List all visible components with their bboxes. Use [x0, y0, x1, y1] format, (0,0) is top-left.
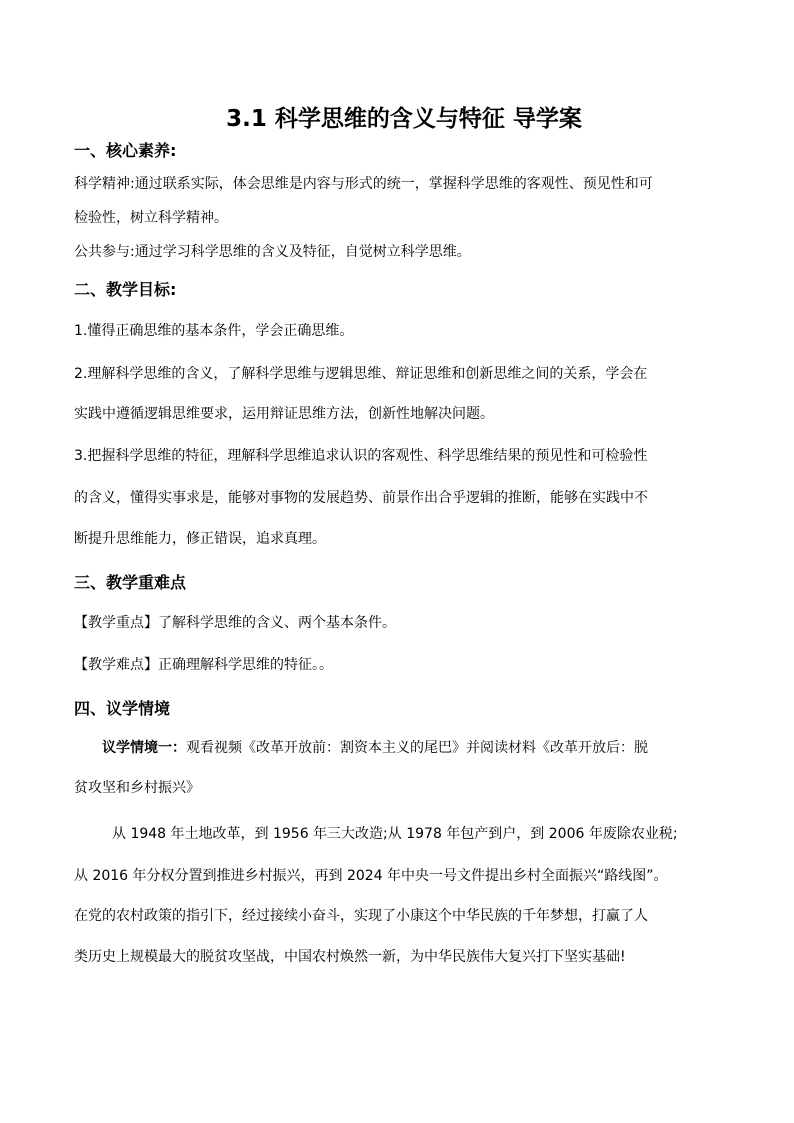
paragraph-line: 公共参与:通过学习科学思维的含义及特征，自觉树立科学思维。 — [74, 244, 471, 260]
section-heading-core-literacy: 一、核心素养: — [74, 141, 177, 160]
paragraph-line: 3.把握科学思维的特征，理解科学思维追求认识的客观性、科学思维结果的预见性和可检验性 — [74, 448, 648, 464]
paragraph-line: 【教学难点】正确理解科学思维的特征。。 — [74, 657, 333, 673]
paragraph-line: 从 1948 年土地改革，到 1956 年三大改造;从 1978 年包产到户，到 2006 年废除农业税; — [112, 826, 678, 842]
paragraph-line: 的含义，懂得实事求是，能够对事物的发展趋势、前景作出合乎逻辑的推断，能够在实践中不 — [74, 490, 648, 506]
scenario-line — [74, 738, 762, 758]
paragraph-line: 在党的农村政策的指引下，经过接续小奋斗，实现了小康这个中华民族的千年梦想，打赢了人 — [74, 908, 648, 924]
document-title: 3.1 科学思维的含义与特征 导学案 — [226, 106, 582, 132]
paragraph-line: 贫攻坚和乡村振兴》 — [74, 780, 200, 796]
paragraph-line: 【教学重点】了解科学思维的含义、两个基本条件。 — [74, 615, 396, 631]
scenario-text: 观看视频《改革开放前：割资本主义的尾巴》并阅读材料《改革开放后：脱 — [186, 740, 648, 756]
paragraph-line: 2.理解科学思维的含义，了解科学思维与逻辑思维、辩证思维和创新思维之间的关系，学会在 — [74, 366, 648, 382]
paragraph-line: 断提升思维能力，修正错误，追求真理。 — [74, 531, 326, 547]
section-heading-scenario: 四、议学情境 — [74, 699, 171, 718]
paragraph-line: 实践中遵循逻辑思维要求，运用辩证思维方法，创新性地解决问题。 — [74, 406, 494, 422]
section-heading-key-difficulties: 三、教学重难点 — [74, 573, 187, 592]
paragraph-line: 1.懂得正确思维的基本条件，学会正确思维。 — [74, 323, 354, 339]
paragraph-line: 科学精神:通过联系实际，体会思维是内容与形式的统一，掌握科学思维的客观性、预见性和可 — [74, 176, 653, 192]
paragraph-line: 从 2016 年分权分置到推进乡村振兴，再到 2024 年中央一号文件提出乡村全面振兴“路线图”。 — [74, 868, 668, 884]
paragraph-line: 检验性，树立科学精神。 — [74, 210, 228, 226]
paragraph-line: 类历史上规模最大的脱贫攻坚战，中国农村焕然一新，为中华民族伟大复兴打下坚实基础! — [74, 949, 626, 965]
scenario-label: 议学情境一： — [102, 740, 186, 756]
section-heading-teaching-goals: 二、教学目标: — [74, 280, 177, 299]
